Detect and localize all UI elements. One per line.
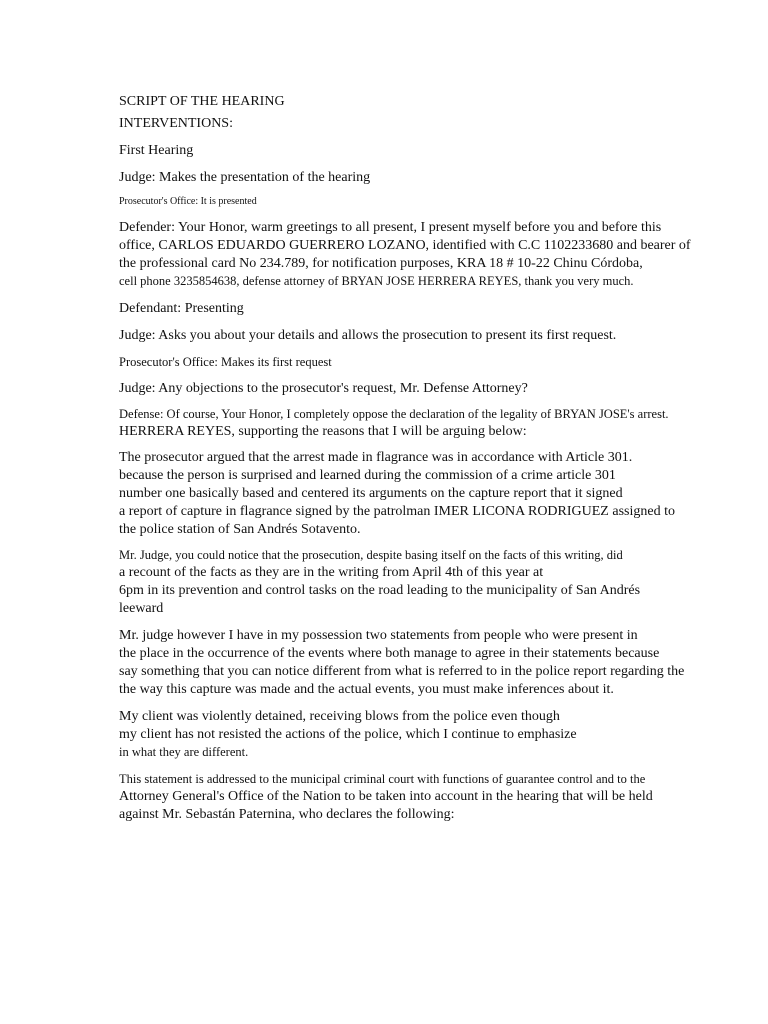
notice-line: a recount of the facts as they are in the writing from April 4th of this year at	[119, 565, 544, 580]
prosecutor-argument-paragraph	[119, 449, 709, 539]
argument-line: because the person is surprised and learned during the commission of a crime article 301	[119, 468, 616, 483]
argument-line: The prosecutor argued that the arrest made in flagrance was in accordance with Article 301.	[119, 450, 633, 465]
prosecutor-intervention-1: Prosecutor's Office: It is presented	[119, 196, 257, 207]
prosecutor-intervention-2: Prosecutor's Office: Makes its first request	[119, 355, 332, 369]
defendant-intervention: Defendant: Presenting	[119, 301, 244, 316]
address-line: Attorney General's Office of the Nation to be taken into account in the hearing that will be held	[119, 789, 653, 804]
notice-line: Mr. Judge, you could notice that the prosecution, despite basing itself on the facts of this writing, did	[119, 548, 623, 562]
section-heading: First Hearing	[119, 143, 194, 158]
document-page	[119, 93, 709, 824]
argument-line: a report of capture in flagrance signed by the patrolman IMER LICONA RODRIGUEZ assigned to	[119, 504, 675, 519]
client-line: in what they are different.	[119, 745, 249, 759]
notice-line: 6pm in its prevention and control tasks on the road leading to the municipality of San Andrés	[119, 583, 641, 598]
defender-line: office, CARLOS EDUARDO GUERRERO LOZANO, identified with C.C 1102233680 and bearer of	[119, 238, 691, 253]
client-line: my client has not resisted the actions of the police, which I continue to emphasize	[119, 727, 577, 742]
judge-intervention-2: Judge: Asks you about your details and allows the prosecution to present its first request.	[119, 328, 617, 343]
statements-paragraph	[119, 627, 709, 699]
document-title: SCRIPT OF THE HEARING	[119, 94, 285, 109]
statements-line: the place in the occurrence of the events where both manage to agree in their statements because	[119, 646, 660, 661]
defender-paragraph	[119, 219, 709, 290]
argument-line: number one basically based and centered its arguments on the capture report that it signed	[119, 486, 623, 501]
client-line: My client was violently detained, receiving blows from the police even though	[119, 709, 560, 724]
judge-intervention-1: Judge: Makes the presentation of the hearing	[119, 170, 371, 185]
address-line: against Mr. Sebastán Paternina, who declares the following:	[119, 807, 455, 822]
client-paragraph	[119, 708, 709, 761]
defense-paragraph	[119, 406, 709, 441]
defense-line: Defense: Of course, Your Honor, I completely oppose the declaration of the legality of BRYAN JOSE's arrest.	[119, 407, 669, 421]
statements-line: Mr. judge however I have in my possession two statements from people who were present in	[119, 628, 638, 643]
judge-intervention-3: Judge: Any objections to the prosecutor's request, Mr. Defense Attorney?	[119, 381, 528, 396]
address-line: This statement is addressed to the municipal criminal court with functions of guarantee control and to the	[119, 772, 646, 786]
statement-address-paragraph	[119, 771, 709, 824]
statements-line: the way this capture was made and the actual events, you must make inferences about it.	[119, 682, 614, 697]
statements-line: say something that you can notice different from what is referred to in the police report regarding the	[119, 664, 685, 679]
judge-notice-paragraph	[119, 547, 709, 618]
defender-line: the professional card No 234.789, for notification purposes, KRA 18 # 10-22 Chinu Córdoba,	[119, 256, 643, 271]
defender-line: cell phone 3235854638, defense attorney of BRYAN JOSE HERRERA REYES, thank you very much.	[119, 274, 634, 288]
argument-line: the police station of San Andrés Sotavento.	[119, 522, 361, 537]
notice-line: leeward	[119, 601, 164, 616]
document-subtitle: INTERVENTIONS:	[119, 116, 233, 131]
defense-line: HERRERA REYES, supporting the reasons that I will be arguing below:	[119, 424, 527, 439]
defender-line: Defender: Your Honor, warm greetings to all present, I present myself before you and before this	[119, 220, 662, 235]
